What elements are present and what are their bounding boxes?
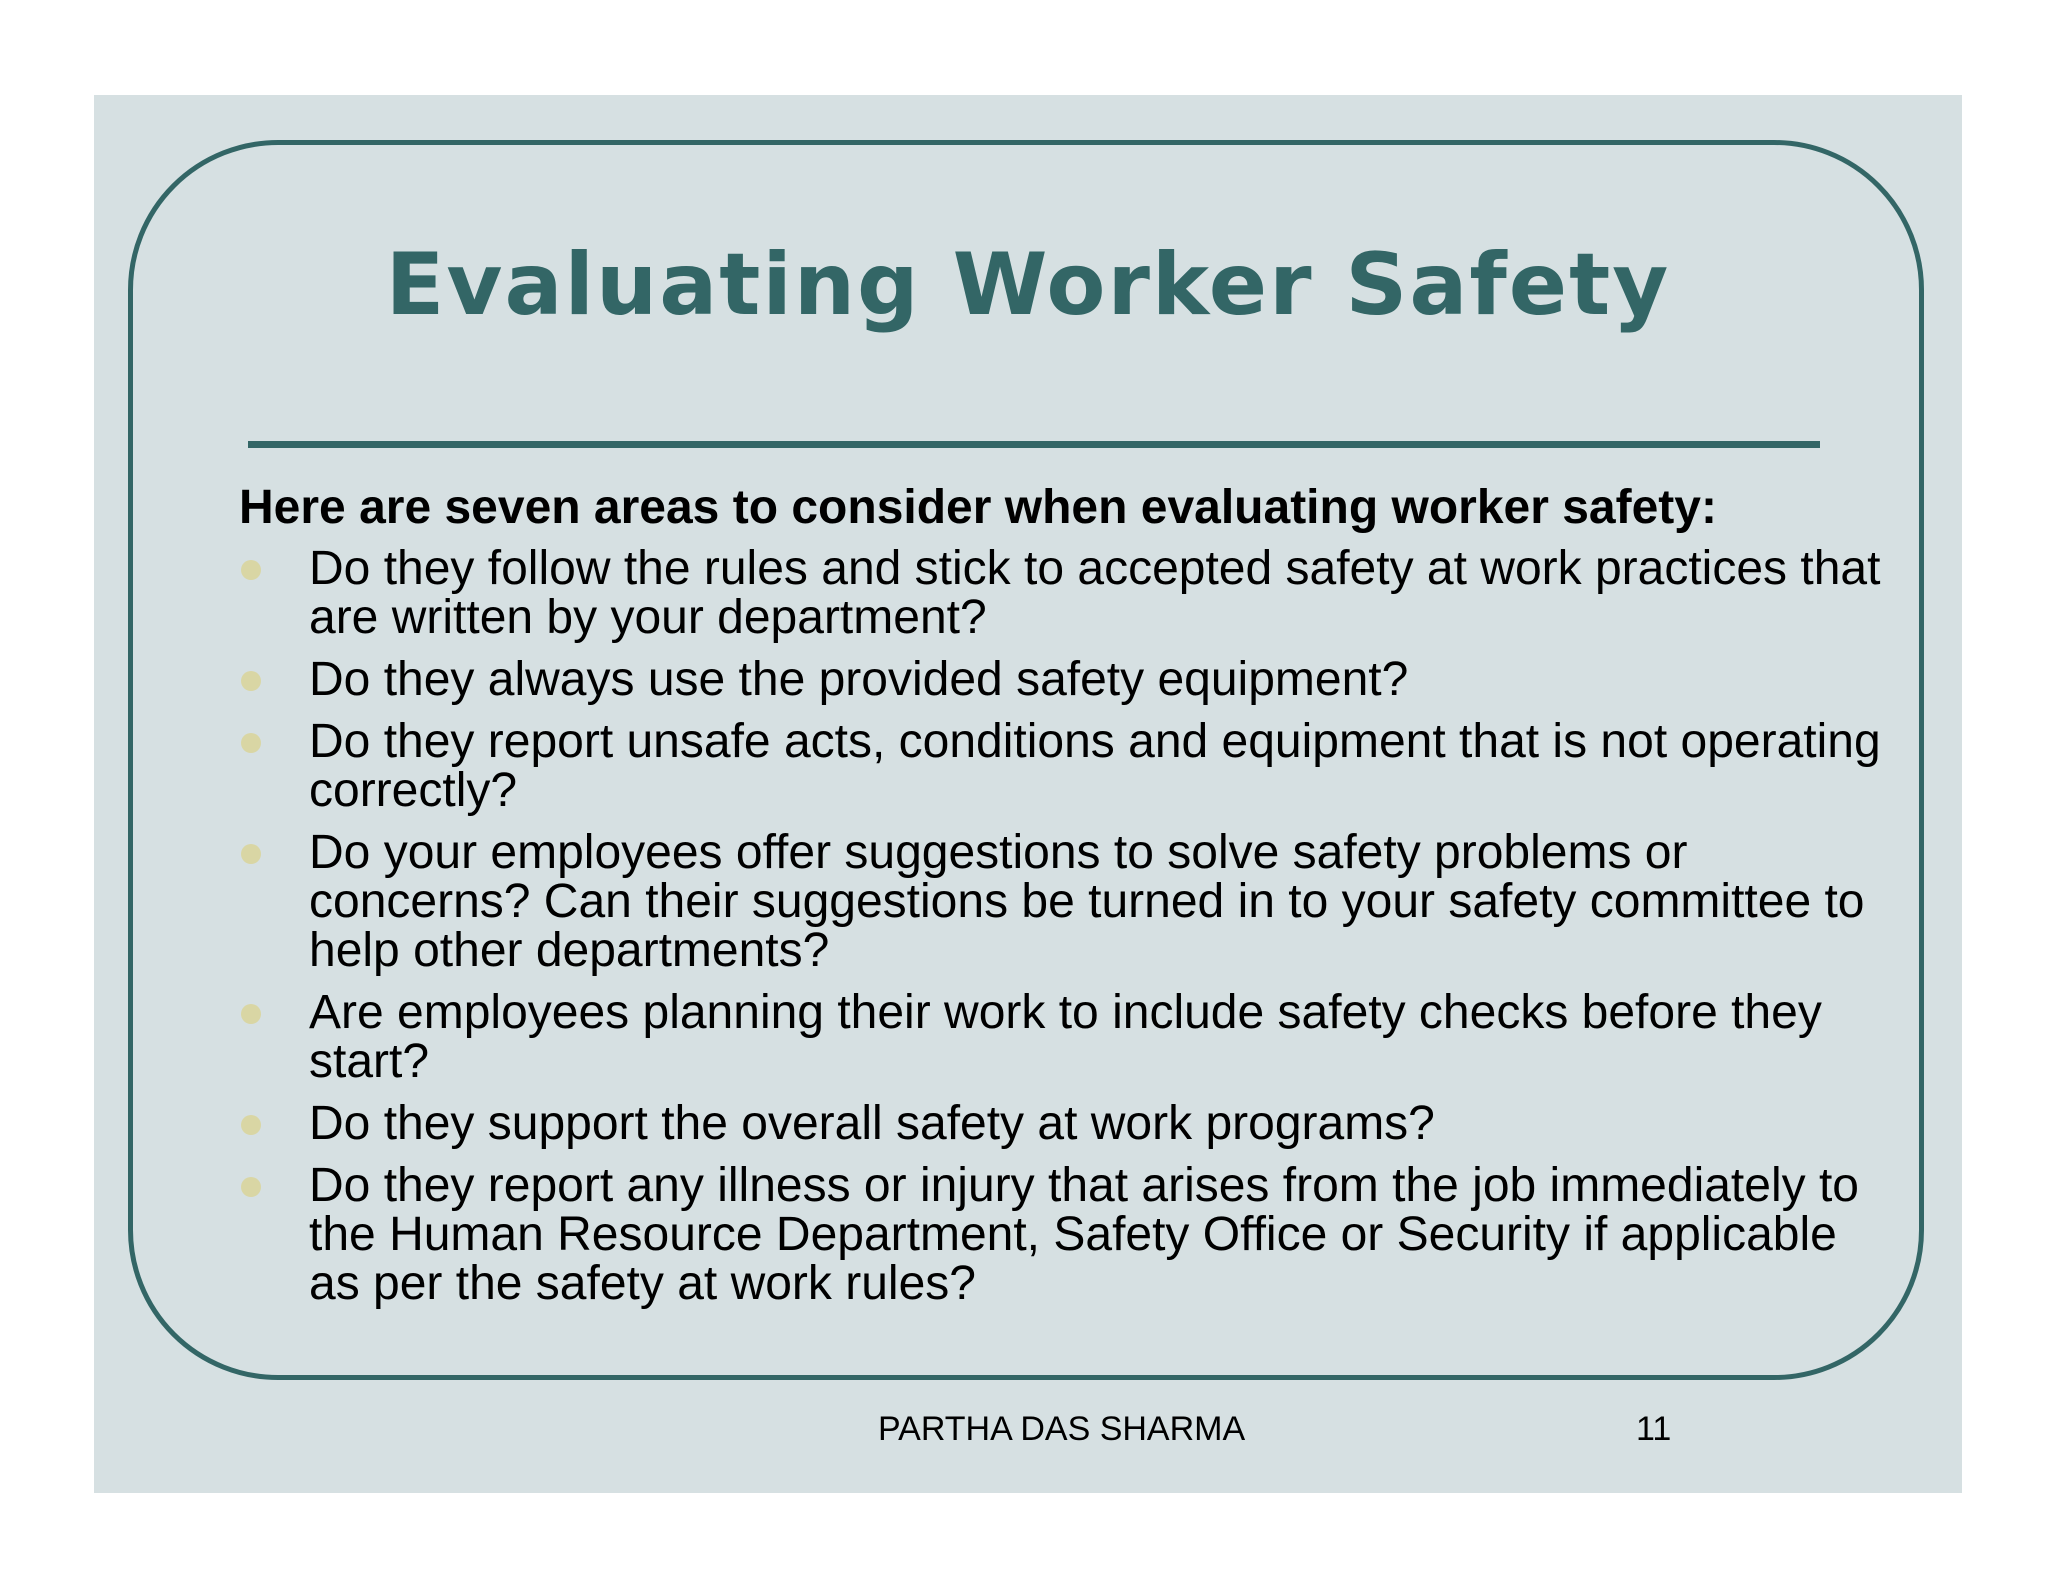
bullet-dot-icon [241, 1004, 261, 1024]
bullet-dot-icon [241, 1177, 261, 1197]
page-number: 11 [1636, 1410, 1672, 1448]
bullet-item [239, 655, 1889, 704]
title-divider [248, 441, 1820, 448]
intro-text: Here are seven areas to consider when evaluating worker safety: [239, 481, 1717, 534]
bullet-item [239, 544, 1889, 642]
bullet-dot-icon [241, 844, 261, 864]
bullet-text: Do they report any illness or injury that arises from the job immediately to the Human Resource Department, Safety Office or Security if applicable as per the safety at work rules? [309, 1159, 1859, 1310]
slide-title: Evaluating Worker Safety [385, 235, 1671, 335]
bullet-item [239, 1099, 1889, 1148]
bullet-dot-icon [241, 560, 261, 580]
bullet-text: Do they report unsafe acts, conditions and equipment that is not operating correctly? [309, 715, 1881, 817]
bullet-dot-icon [241, 671, 261, 691]
slide [94, 95, 1962, 1493]
bullet-list [239, 544, 1889, 1321]
bullet-item [239, 1161, 1889, 1308]
bullet-text: Do they always use the provided safety equipment? [309, 653, 1409, 706]
bullet-dot-icon [241, 733, 261, 753]
footer-author: PARTHA DAS SHARMA [878, 1410, 1246, 1448]
bullet-item [239, 988, 1889, 1086]
bullet-item [239, 717, 1889, 815]
bullet-text: Are employees planning their work to include safety checks before they start? [309, 986, 1822, 1088]
bullet-dot-icon [241, 1115, 261, 1135]
bullet-text: Do they support the overall safety at work programs? [309, 1097, 1435, 1150]
bullet-item [239, 828, 1889, 975]
bullet-text: Do your employees offer suggestions to solve safety problems or concerns? Can their suggestions be turned in to your safety committee to help other departments? [309, 826, 1865, 977]
bullet-text: Do they follow the rules and stick to accepted safety at work practices that are written by your department? [309, 542, 1881, 644]
